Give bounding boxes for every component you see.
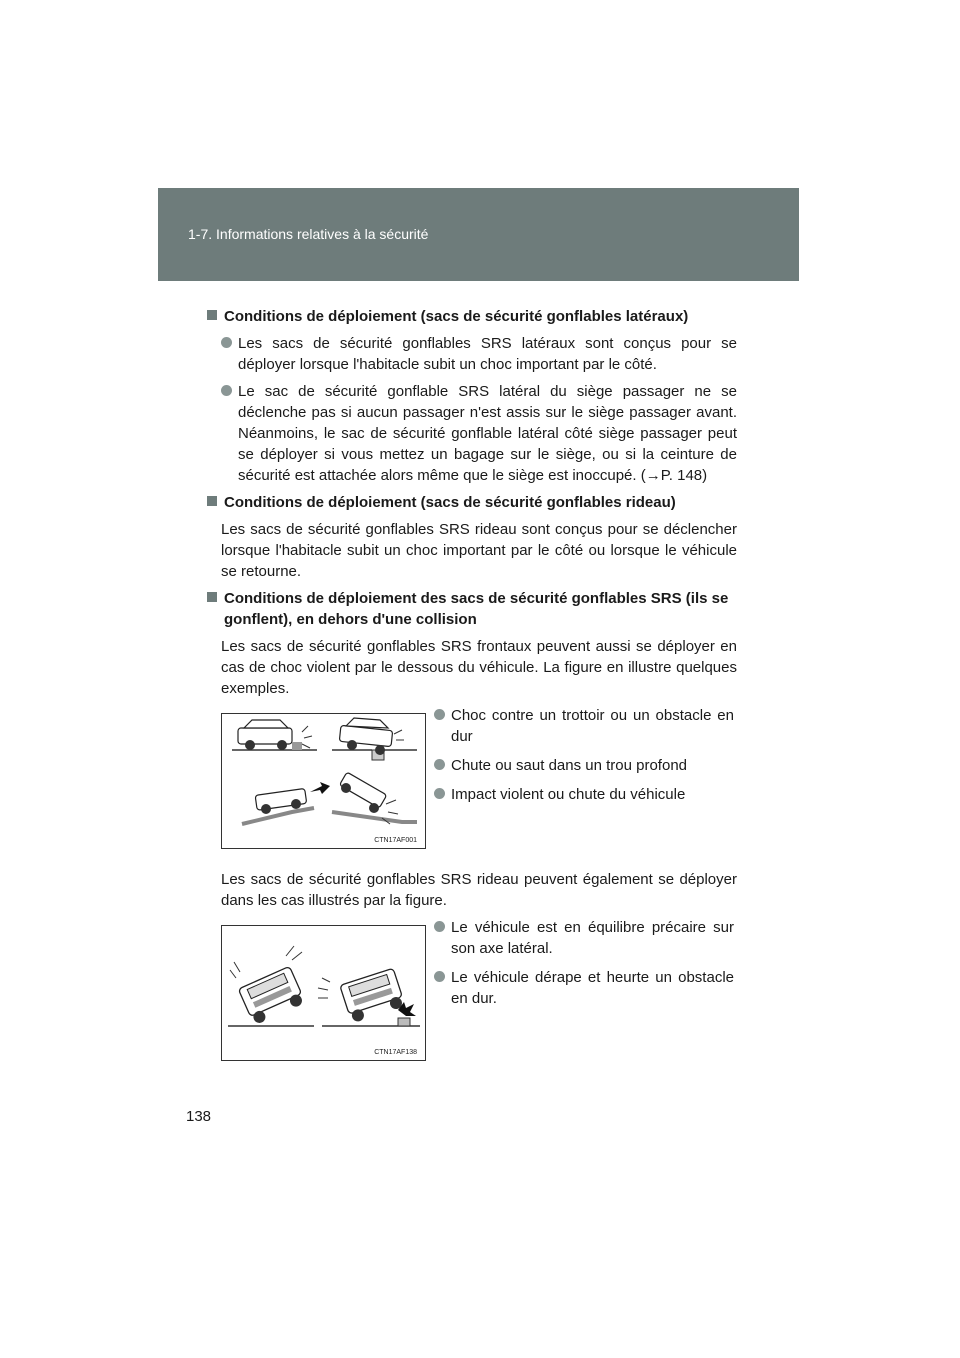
car-impact-illustration — [222, 714, 425, 848]
figure-row-2 — [207, 917, 737, 1067]
list-item: Le véhicule dérape et heurte un obstacle en dur. — [434, 967, 734, 1009]
round-bullet-icon — [434, 971, 445, 982]
heading-curtain-airbags: Conditions de déploiement (sacs de sécurité gonflables rideau) — [207, 492, 737, 513]
paragraph: Les sacs de sécurité gonflables SRS frontaux peuvent aussi se déployer en cas de choc violent par le dessous du véhicule. La figure en illustre quelques exemples. — [221, 638, 737, 697]
page-number: 138 — [186, 1108, 212, 1125]
square-bullet-icon — [207, 496, 217, 506]
round-bullet-icon — [434, 788, 445, 799]
section-header — [158, 188, 799, 281]
section-title: 1-7. Informations relatives à la sécurité — [188, 226, 429, 242]
rollover-illustration — [222, 926, 425, 1060]
figure-code: CTN17AF138 — [374, 1049, 417, 1056]
round-bullet-icon — [221, 337, 232, 348]
list-item: Choc contre un trottoir ou un obstacle en dur — [434, 705, 734, 747]
round-bullet-icon — [221, 385, 232, 396]
figure-1-captions — [434, 705, 734, 813]
list-item: Le véhicule est en équilibre précaire sur son axe latéral. — [434, 917, 734, 959]
round-bullet-icon — [434, 709, 445, 720]
round-bullet-icon — [434, 921, 445, 932]
list-item: Impact violent ou chute du véhicule — [434, 784, 734, 805]
paragraph: Les sacs de sécurité gonflables SRS rideau sont conçus pour se déclencher lorsque l'habitacle subit un choc important par le côté ou lorsque le véhicule se retourne. — [221, 521, 737, 580]
figure-2-captions — [434, 917, 734, 1017]
page-content — [207, 300, 737, 1077]
list-item: Les sacs de sécurité gonflables SRS latéraux sont conçus pour se déployer lorsque l'habitacle subit un choc important par le côté. — [221, 333, 737, 375]
paragraph: Les sacs de sécurité gonflables SRS rideau peuvent également se déployer dans les cas illustrés par la figure. — [221, 871, 737, 909]
list-item: Le sac de sécurité gonflable SRS latéral du siège passager ne se déclenche pas si aucun passager n'est assis sur le siège passager avant. Néanmoins, le sac de sécurité gonflable latéral côté siège passager peut se déployer si vous mettez un bagage sur le siège, ou si la ceinture de sécurité est attachée alors même que le siège est inoccupé. (→P. 148) — [221, 381, 737, 486]
list-item: Chute ou saut dans un trou profond — [434, 755, 734, 776]
heading-side-airbags: Conditions de déploiement (sacs de sécurité gonflables latéraux) — [207, 306, 737, 327]
figure-code: CTN17AF001 — [374, 837, 417, 844]
square-bullet-icon — [207, 592, 217, 602]
figure-row-1 — [207, 705, 737, 855]
figure-rollover — [221, 925, 426, 1061]
heading-non-collision: Conditions de déploiement des sacs de sécurité gonflables SRS (ils se gonflent), en dehors d'une collision — [207, 588, 737, 630]
round-bullet-icon — [434, 759, 445, 770]
figure-vehicle-impacts — [221, 713, 426, 849]
square-bullet-icon — [207, 310, 217, 320]
